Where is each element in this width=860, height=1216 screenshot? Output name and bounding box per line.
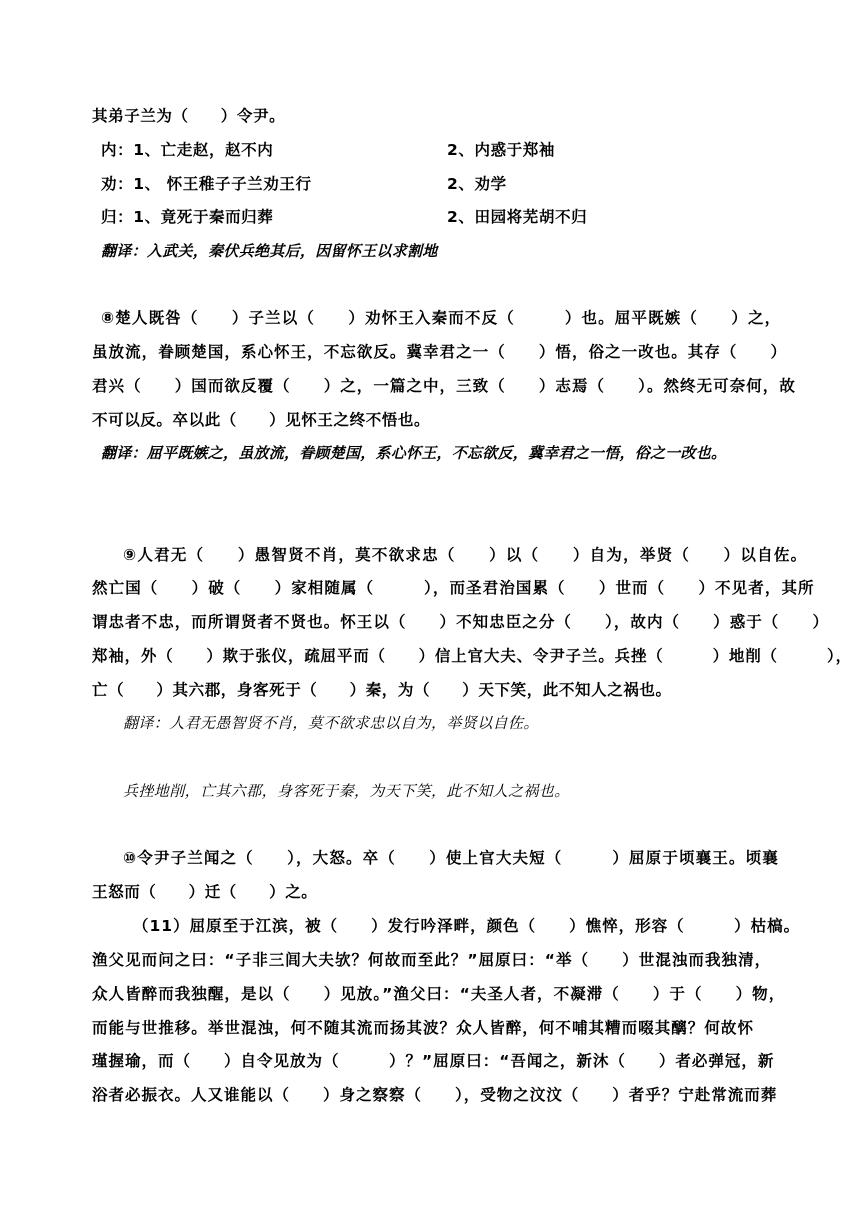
passage-11-line: 渔父见而问之曰：“子非三闾大夫欤？何故而至此？”屈原曰：“举（ ）世混浊而我独清， xyxy=(92,951,772,969)
passage-8-line: ⑧楚人既咎（ ）子兰以（ ）劝怀王入秦而不反（ ）也。屈平既嫉（ ）之， xyxy=(101,309,782,327)
vocab-example-2: 2、田园将芜胡不归 xyxy=(447,208,588,226)
vocab-example-2: 2、内惑于郑袖 xyxy=(447,141,555,159)
vocab-example-1: 劝：1、 怀王稚子子兰劝王行 xyxy=(101,175,312,193)
passage-9-line: ⑨人君无（ ）愚智贤不肖，莫不欲求忠（ ）以（ ）自为，举贤（ ）以自佐。 xyxy=(123,546,808,564)
passage-11-line: 瑾握瑜，而（ ）自令见放为（ ）？”屈原曰：“吾闻之，新沐（ ）者必弹冠，新 xyxy=(92,1052,775,1070)
vocab-row-quan xyxy=(101,174,507,194)
vocab-row-nei xyxy=(101,140,555,160)
passage-11-line: 而能与世推移。举世混浊，何不随其流而扬其波？众人皆醉，何不哺其糟而啜其醨？何故怀 xyxy=(92,1019,755,1037)
passage-9-line: 然亡国（ ）破（ ）家相随属（ ），而圣君治国累（ ）世而（ ）不见者，其所 xyxy=(92,579,815,597)
translation-line: 兵挫地削，亡其六郡，身客死于秦，为天下笑，此不知人之祸也。 xyxy=(123,782,570,800)
translation-line: 翻译：屈平既嫉之，虽放流，眷顾楚国，系心怀王，不忘欲反，冀幸君之一悟，俗之一改也。 xyxy=(101,444,727,462)
passage-9-line: 谓忠者不忠，而所谓贤者不贤也。怀王以（ ）不知忠臣之分（ ），故内（ ）惑于（ ） xyxy=(92,613,830,631)
passage-8-line: 不可以反。卒以此（ ）见怀王之终不悟也。 xyxy=(92,411,431,429)
passage-11-line: （11）屈原至于江滨，被（ ）发行吟泽畔，颜色（ ）憔悴，形容（ ）枯槁。 xyxy=(133,917,801,935)
translation-line: 翻译：入武关，秦伏兵绝其后，因留怀王以求割地 xyxy=(101,242,438,260)
text-line: 其弟子兰为（ ）令尹。 xyxy=(92,107,286,125)
vocab-example-1: 归：1、竟死于秦而归葬 xyxy=(101,208,274,226)
passage-9-line: 郑袖，外（ ）欺于张仪，疏屈平而（ ）信上官大夫、令尹子兰。兵挫（ ）地削（ ）， xyxy=(92,647,853,665)
passage-10-line: ⑩令尹子兰闻之（ ），大怒。卒（ ）使上官大夫短（ ）屈原于顷襄王。顷襄 xyxy=(123,849,779,867)
passage-8-line: 君兴（ ）国而欲反覆（ ）之，一篇之中，三致（ ）志焉（ ）。然终无可奈何，故 xyxy=(92,377,796,395)
passage-11-line: 众人皆醉而我独醒，是以（ ）见放。”渔父曰：“夫圣人者，不凝滞（ ）于（ ）物， xyxy=(92,985,786,1003)
vocab-example-2: 2、劝学 xyxy=(447,175,507,193)
vocab-row-gui xyxy=(101,207,588,227)
vocab-example-1: 内：1、亡走赵，赵不内 xyxy=(101,141,274,159)
passage-8-line: 虽放流，眷顾楚国，系心怀王，不忘欲反。冀幸君之一（ ）悟，俗之一改也。其存（ ） xyxy=(92,343,788,361)
passage-11-line: 浴者必振衣。人又谁能以（ ）身之察察（ ），受物之汶汶（ ）者乎？宁赴常流而葬 xyxy=(92,1086,778,1104)
translation-line: 翻译：人君无愚智贤不肖，莫不欲求忠以自为，举贤以自佐。 xyxy=(123,714,539,732)
passage-10-line: 王怒而（ ）迁（ ）之。 xyxy=(92,883,318,901)
passage-9-line: 亡（ ）其六郡，身客死于（ ）秦，为（ ）天下笑，此不知人之祸也。 xyxy=(92,681,672,699)
